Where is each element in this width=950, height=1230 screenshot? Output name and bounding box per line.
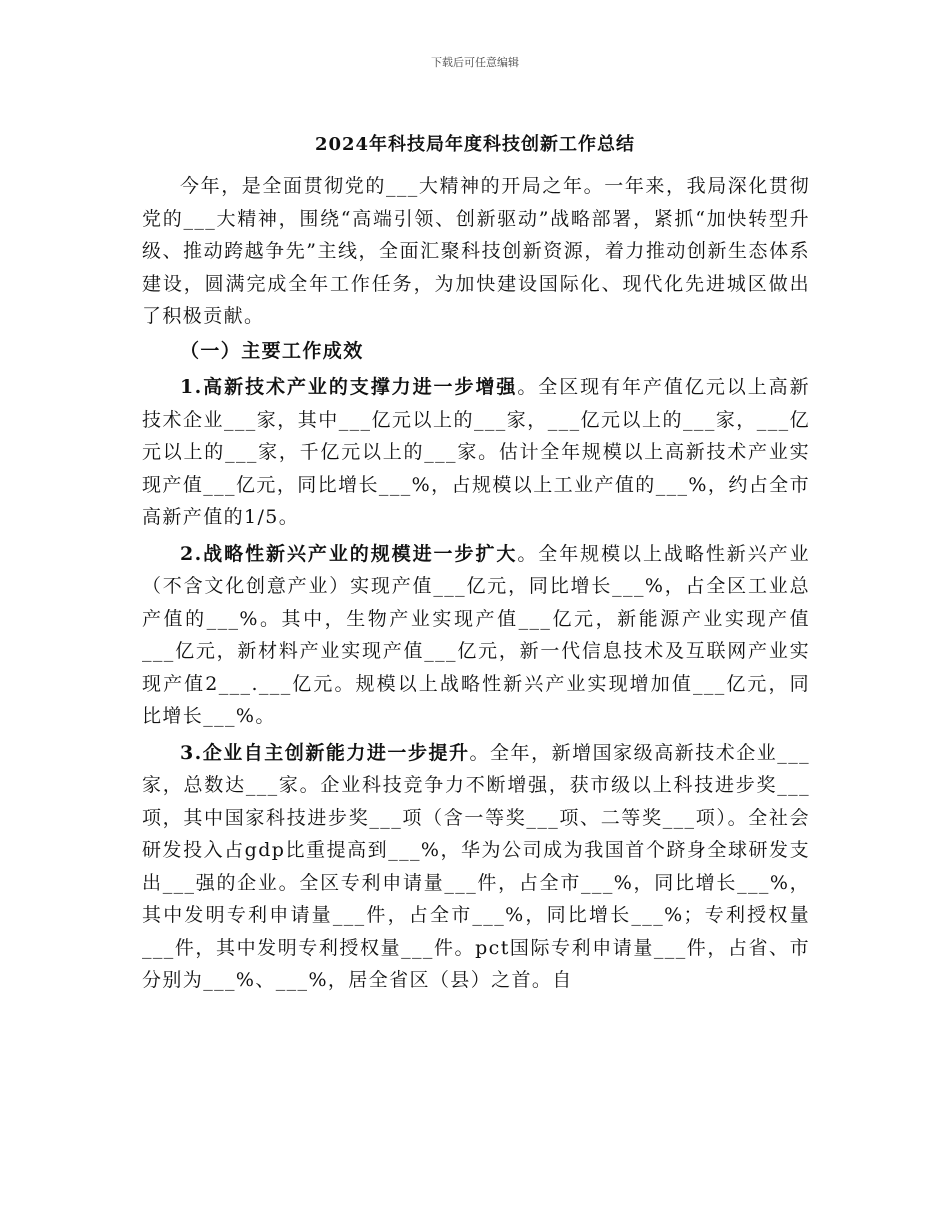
intro-paragraph: 今年，是全面贯彻党的___大精神的开局之年。一年来，我局深化贯彻党的___大精神，围绕“高端引领、创新驱动”战略部署，紧抓“加快转型升级、推动跨越争先”主线，全面汇聚科技创新资源，着力推动创新生态体系建设，圆满完成全年工作任务，为加快建设国际化、现代化先进城区做出了积极贡献。: [142, 175, 810, 327]
item-heading-3: 3.企业自主创新能力进一步提升: [180, 741, 470, 764]
document-title: 2024年科技局年度科技创新工作总结: [314, 134, 636, 155]
document-body: [142, 170, 810, 997]
item-body-1: 。全区现有年产值亿元以上高新技术企业___家，其中___亿元以上的___家，___亿元以上的___家，___亿元以上的___家，千亿元以上的___家。估计全年规模以上高新技术产业实现产值___亿元，同比增长___%，占规模以上工业产值的___%，约占全市高新产值的1/5。: [142, 376, 810, 528]
item-body-2: 。全年规模以上战略性新兴产业（不含文化创意产业）实现产值___亿元，同比增长___%，占全区工业总产值的___%。其中，生物产业实现产值___亿元，新能源产业实现产值___亿元，新材料产业实现产值___亿元，新一代信息技术及互联网产业实现产值2___.___亿元。规模以上战略性新兴产业实现增加值___亿元，同比增长___%。: [142, 542, 810, 727]
item-heading-1: 1.高新技术产业的支撑力进一步增强: [180, 376, 518, 398]
item-body-3: 。全年，新增国家级高新技术企业___家，总数达___家。企业科技竞争力不断增强，获市级以上科技进步奖___项，其中国家科技进步奖___项（含一等奖___项、二等奖___项）。全社会研发投入占gdp比重提高到___%，华为公司成为我国首个跻身全球研发支出___强的企业。全区专利申请量___件，占全市___%，同比增长___%，其中发明专利申请量___件，占全市___%，同比增长___%；专利授权量___件，其中发明专利授权量___件。pct国际专利申请量___件，占省、市分别为___%、___%，居全省区（县）之首。自: [142, 741, 811, 991]
item-heading-2: 2.战略性新兴产业的规模进一步扩大: [180, 542, 518, 565]
section-heading: （一）主要工作成效: [180, 339, 364, 362]
header-note: 下载后可任意编辑: [431, 56, 519, 69]
item-paragraph-1: [142, 371, 810, 534]
item-paragraph-2: [142, 538, 810, 733]
item-paragraph-3: [142, 737, 810, 997]
